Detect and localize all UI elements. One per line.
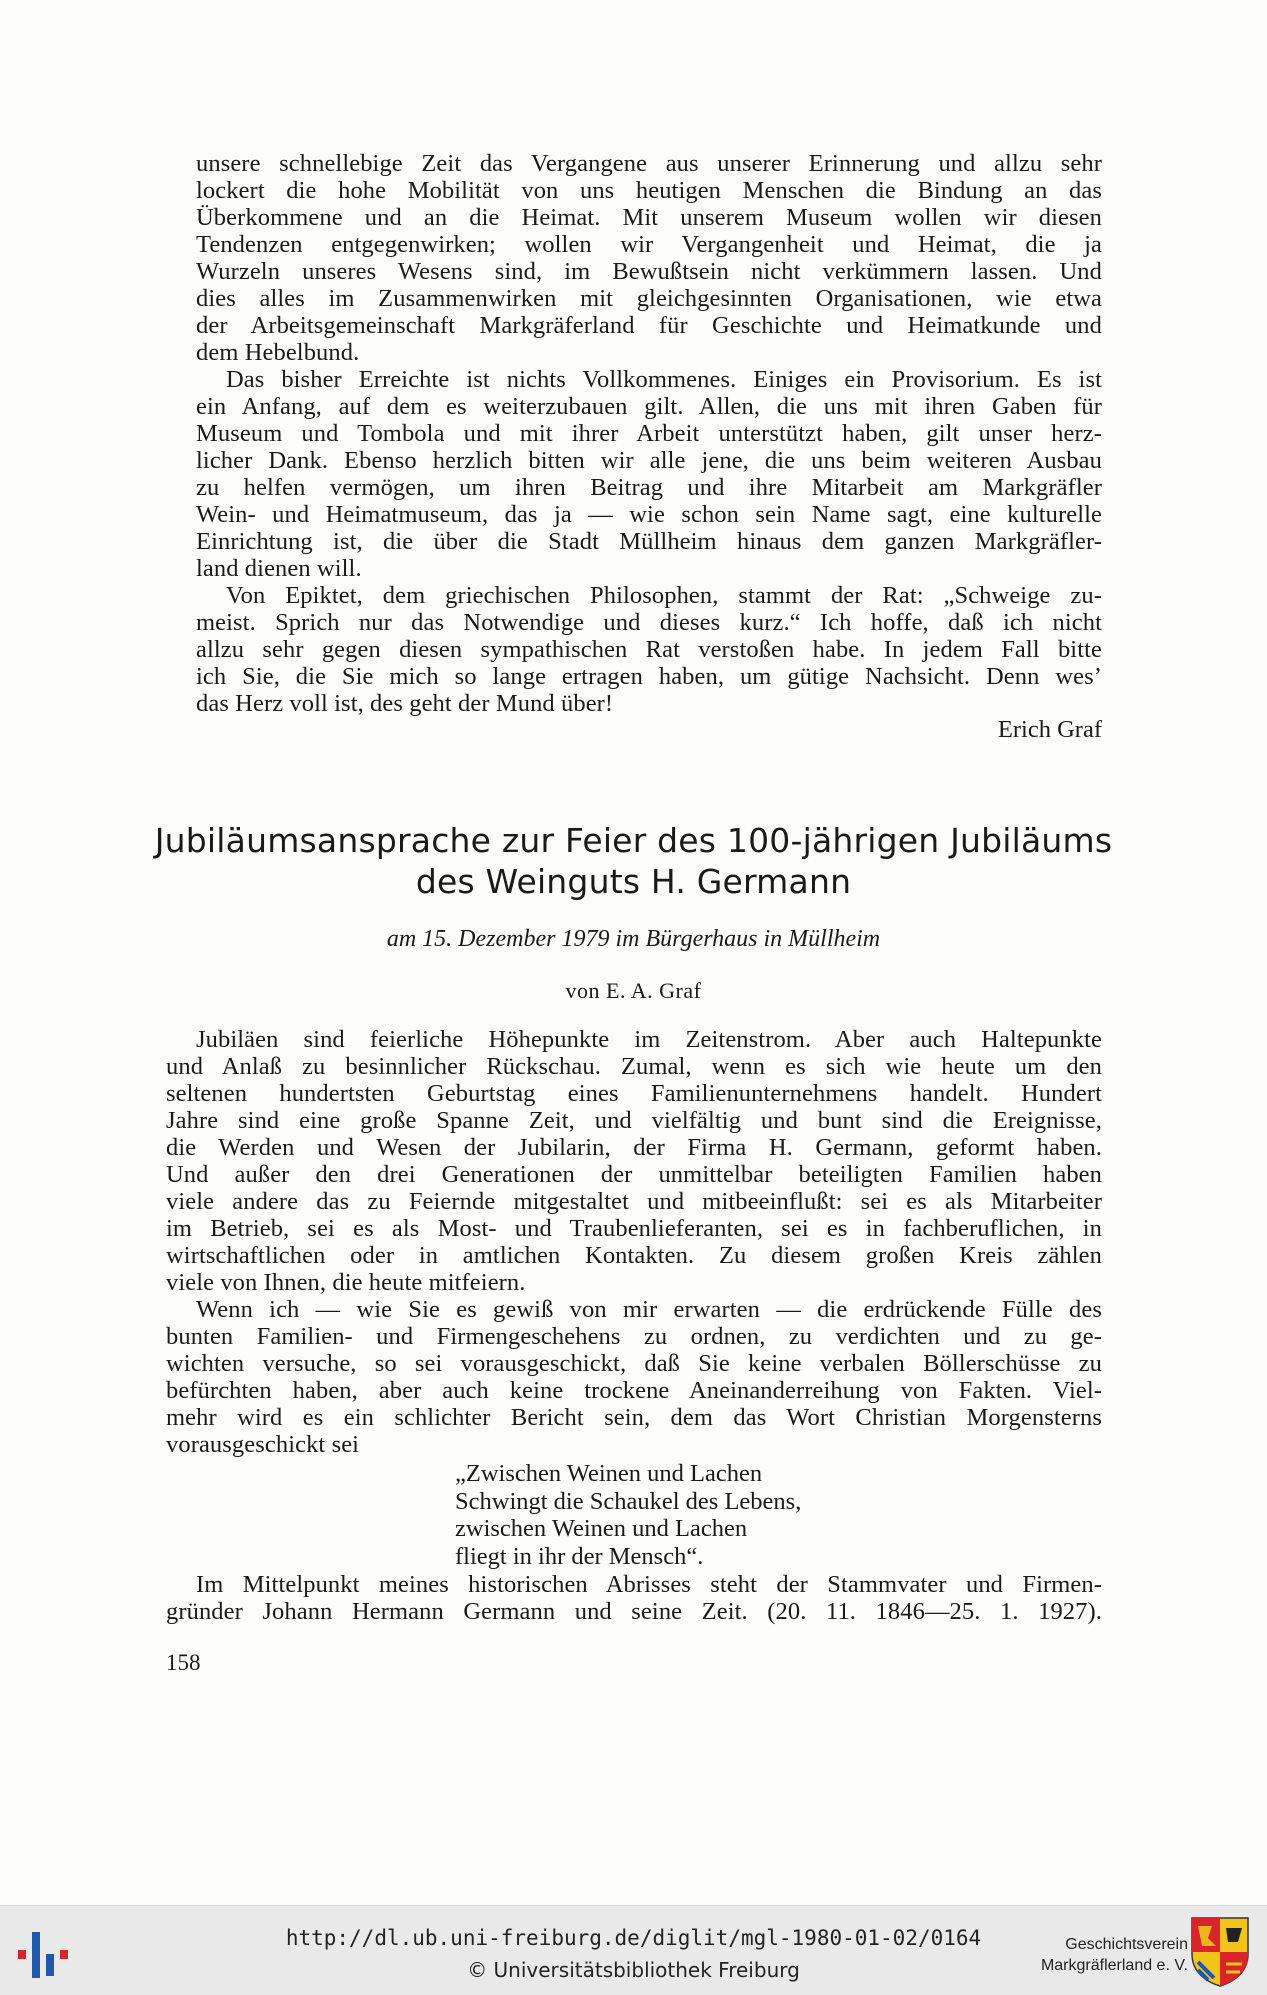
- text-line: Wenn ich — wie Sie es gewiß von mir erwarten — die erdrückende Fülle des: [196, 1296, 1102, 1323]
- text-line: lockert die hohe Mobilität von uns heutigen Menschen die Bindung an das: [196, 177, 1102, 204]
- text-line: dies alles im Zusammenwirken mit gleichgesinnten Organisationen, wie etwa: [196, 285, 1102, 312]
- text-line: viele von Ihnen, die heute mitfeiern.: [166, 1269, 526, 1296]
- coat-of-arms-icon: [1190, 1916, 1250, 1988]
- text-line: zu helfen vermögen, um ihren Beitrag und ihre Mitarbeit am Markgräfler: [196, 474, 1102, 501]
- text-line: seltenen hundertsten Geburtstag eines Familienunternehmens handelt. Hundert: [166, 1080, 1102, 1107]
- text-line: und Anlaß zu besinnlicher Rückschau. Zumal, wenn es sich wie heute um den: [166, 1053, 1102, 1080]
- copyright-text: © Universitätsbibliothek Freiburg: [467, 1958, 800, 1982]
- signature: Erich Graf: [997, 716, 1102, 743]
- text-line: licher Dank. Ebenso herzlich bitten wir alle jene, die uns beim weiteren Ausbau: [196, 447, 1102, 474]
- article-subtitle: am 15. Dezember 1979 im Bürgerhaus in Müllheim: [386, 926, 881, 952]
- text-line: das Herz voll ist, des geht der Mund über!: [196, 690, 614, 717]
- text-line: Und außer den drei Generationen der unmittelbar beteiligten Familien haben: [166, 1161, 1102, 1188]
- text-line: Überkommene und an die Heimat. Mit unserem Museum wollen wir diesen: [196, 204, 1102, 231]
- text-line: die Werden und Wesen der Jubilarin, der Firma H. Germann, geformt haben.: [166, 1134, 1102, 1161]
- text-line: unsere schnellebige Zeit das Vergangene aus unserer Erinnerung und allzu sehr: [196, 150, 1102, 177]
- text-line: Von Epiktet, dem griechischen Philosophen, stammt der Rat: „Schweige zu-: [226, 582, 1102, 609]
- text-line: Jahre sind eine große Spanne Zeit, und vielfältig und bunt sind die Ereignisse,: [166, 1107, 1102, 1134]
- poem-line: „Zwischen Weinen und Lachen: [455, 1460, 763, 1487]
- text-line: Wein- und Heimatmuseum, das ja — wie schon sein Name sagt, eine kulturelle: [196, 501, 1102, 528]
- text-line: land dienen will.: [196, 555, 362, 582]
- text-line: wirtschaftlichen oder in amtlichen Kontakten. Zu diesem großen Kreis zählen: [166, 1242, 1102, 1269]
- text-line: der Arbeitsgemeinschaft Markgräferland für Geschichte und Heimatkunde und: [196, 312, 1102, 339]
- document-url-link[interactable]: http://dl.ub.uni-freiburg.de/diglit/mgl-1980-01-02/0164: [285, 1926, 982, 1950]
- poem-line: zwischen Weinen und Lachen: [455, 1515, 748, 1542]
- text-line: ein Anfang, auf dem es weiterzubauen gilt. Allen, die uns mit ihren Gaben für: [196, 393, 1102, 420]
- text-line: Wurzeln unseres Wesens sind, im Bewußtsein nicht verkümmern lassen. Und: [196, 258, 1102, 285]
- article-title-line-1: Jubiläumsansprache zur Feier des 100-jährigen Jubiläums: [154, 821, 1113, 860]
- footer-bar: [0, 1905, 1267, 1995]
- society-name-line-2: Markgräflerland e. V.: [1040, 1957, 1188, 1974]
- text-line: vorausgeschickt sei: [166, 1431, 360, 1458]
- text-line: Im Mittelpunkt meines historischen Abrisses steht der Stammvater und Firmen-: [196, 1571, 1102, 1598]
- text-line: Das bisher Erreichte ist nichts Vollkommenes. Einiges ein Provisorium. Es ist: [226, 366, 1102, 393]
- text-line: Jubiläen sind feierliche Höhepunkte im Zeitenstrom. Aber auch Haltepunkte: [196, 1026, 1102, 1053]
- society-name: [1020, 1934, 1188, 1976]
- article-author: von E. A. Graf: [565, 978, 702, 1003]
- text-line: allzu sehr gegen diesen sympathischen Rat verstoßen habe. In jedem Fall bitte: [196, 636, 1102, 663]
- text-line: Tendenzen entgegenwirken; wollen wir Vergangenheit und Heimat, die ja: [196, 231, 1102, 258]
- text-line: wichten versuche, so sei vorausgeschickt, daß Sie keine verbalen Böllerschüsse zu: [166, 1350, 1102, 1377]
- society-name-line-1: Geschichtsverein: [1065, 1936, 1188, 1953]
- text-line: dem Hebelbund.: [196, 339, 360, 366]
- poem-line: Schwingt die Schaukel des Lebens,: [455, 1488, 802, 1515]
- text-line: gründer Johann Hermann Germann und seine Zeit. (20. 11. 1846—25. 1. 1927).: [166, 1598, 1102, 1625]
- article-title-line-2: des Weinguts H. Germann: [415, 862, 852, 901]
- text-line: mehr wird es ein schlichter Bericht sein, dem das Wort Christian Morgensterns: [166, 1404, 1102, 1431]
- text-line: befürchten haben, aber auch keine trockene Aneinanderreihung von Fakten. Viel-: [166, 1377, 1102, 1404]
- text-line: viele andere das zu Feiernde mitgestaltet und mitbeeinflußt: sei es als Mitarbeiter: [166, 1188, 1102, 1215]
- text-line: meist. Sprich nur das Notwendige und dieses kurz.“ Ich hoffe, daß ich nicht: [196, 609, 1102, 636]
- poem-line: fliegt in ihr der Mensch“.: [455, 1543, 704, 1570]
- text-line: im Betrieb, sei es als Most- und Traubenlieferanten, sei es in fachberuflichen, in: [166, 1215, 1102, 1242]
- text-line: Einrichtung ist, die über die Stadt Müllheim hinaus dem ganzen Markgräfler-: [196, 528, 1102, 555]
- text-line: bunten Familien- und Firmengeschehens zu ordnen, zu verdichten und zu ge-: [166, 1323, 1102, 1350]
- text-line: ich Sie, die Sie mich so lange ertragen haben, um gütige Nachsicht. Denn wes’: [196, 663, 1102, 690]
- page-number: 158: [166, 1650, 201, 1675]
- text-line: Museum und Tombola und mit ihrer Arbeit unterstützt haben, gilt unser herz-: [196, 420, 1102, 447]
